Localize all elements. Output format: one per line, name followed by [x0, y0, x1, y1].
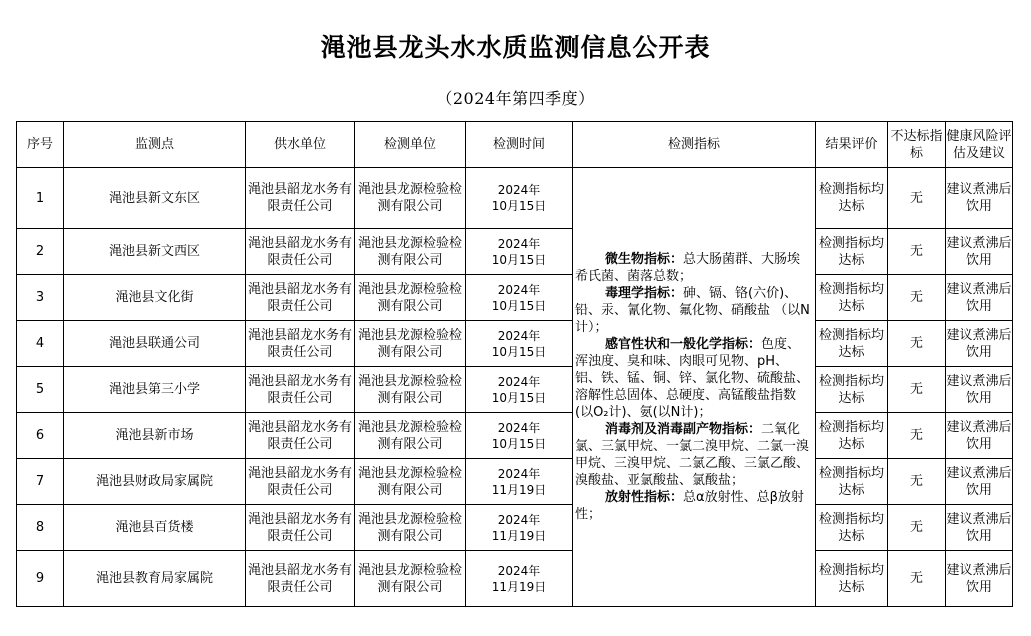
indicator-group-heading: 消毒剂及消毒副产物指标：: [605, 422, 762, 437]
test-date-cell: [466, 367, 573, 413]
advice-cell: 建议煮沸后饮用: [946, 551, 1013, 607]
result-cell: 检测指标均达标: [816, 275, 888, 321]
result-cell: 检测指标均达标: [816, 321, 888, 367]
indicators-cell: [573, 168, 816, 607]
test-date-year: 2024年: [497, 328, 541, 343]
monitoring-point-cell: 渑池县教育局家属院: [64, 551, 246, 607]
test-date-day: 11月19日: [491, 579, 547, 594]
header-time: 检测时间: [466, 122, 573, 168]
header-row: [17, 122, 1013, 168]
indicator-group-text: 砷、镉、铬(六价)、铅、汞、氰化物、氟化物、硝酸盐 （以N计）；: [575, 286, 810, 335]
monitoring-point-cell: 渑池县文化街: [64, 275, 246, 321]
table-row: [17, 168, 1013, 229]
header-result: 结果评价: [816, 122, 888, 168]
seq-cell: 3: [17, 275, 64, 321]
table-row: [17, 505, 1013, 551]
monitoring-table: [16, 121, 1013, 607]
header-advice: 健康风险评估及建议: [946, 122, 1013, 168]
seq-cell: 6: [17, 413, 64, 459]
indicator-group-text: 二氧化氯、三氯甲烷、一氯二溴甲烷、二氯一溴甲烷、三溴甲烷、二氯乙酸、三氯乙酸、溴酸盐、亚氯酸盐、氯酸盐；: [575, 422, 810, 488]
table-row: [17, 229, 1013, 275]
test-date-year: 2024年: [497, 563, 541, 578]
indicator-group-heading: 放射性指标：: [605, 490, 684, 505]
unqualified-cell: 无: [888, 275, 946, 321]
tester-cell: 渑池县龙源检验检测有限公司: [355, 551, 466, 607]
indicator-group-text: 总大肠菌群、大肠埃希氏菌、菌落总数；: [575, 252, 801, 284]
advice-cell: 建议煮沸后饮用: [946, 367, 1013, 413]
table-row: [17, 321, 1013, 367]
advice-cell: 建议煮沸后饮用: [946, 229, 1013, 275]
supplier-cell: 渑池县韶龙水务有限责任公司: [246, 168, 355, 229]
seq-cell: 9: [17, 551, 64, 607]
test-date-cell: [466, 229, 573, 275]
test-date-cell: [466, 321, 573, 367]
tester-cell: 渑池县龙源检验检测有限公司: [355, 168, 466, 229]
header-supplier: 供水单位: [246, 122, 355, 168]
test-date-day: 11月19日: [491, 482, 547, 497]
supplier-cell: 渑池县韶龙水务有限责任公司: [246, 229, 355, 275]
test-date-day: 10月15日: [491, 344, 547, 359]
result-cell: 检测指标均达标: [816, 367, 888, 413]
unqualified-cell: 无: [888, 229, 946, 275]
advice-cell: 建议煮沸后饮用: [946, 275, 1013, 321]
result-cell: 检测指标均达标: [816, 551, 888, 607]
test-date-cell: [466, 413, 573, 459]
indicator-group-heading: 微生物指标：: [605, 252, 684, 267]
supplier-cell: 渑池县韶龙水务有限责任公司: [246, 367, 355, 413]
table-row: [17, 367, 1013, 413]
header-seq: 序号: [17, 122, 64, 168]
header-unqualified: 不达标指标: [888, 122, 946, 168]
tester-cell: 渑池县龙源检验检测有限公司: [355, 367, 466, 413]
unqualified-cell: 无: [888, 551, 946, 607]
test-date-day: 10月15日: [491, 252, 547, 267]
tester-cell: 渑池县龙源检验检测有限公司: [355, 459, 466, 505]
test-date-cell: [466, 275, 573, 321]
tester-cell: 渑池县龙源检验检测有限公司: [355, 229, 466, 275]
table-row: [17, 551, 1013, 607]
seq-cell: 2: [17, 229, 64, 275]
header-tester: 检测单位: [355, 122, 466, 168]
monitoring-point-cell: 渑池县新文东区: [64, 168, 246, 229]
result-cell: 检测指标均达标: [816, 505, 888, 551]
test-date-cell: [466, 459, 573, 505]
test-date-day: 10月15日: [491, 298, 547, 313]
unqualified-cell: 无: [888, 459, 946, 505]
monitoring-point-cell: 渑池县新市场: [64, 413, 246, 459]
test-date-year: 2024年: [497, 236, 541, 251]
monitoring-point-cell: 渑池县新文西区: [64, 229, 246, 275]
result-cell: 检测指标均达标: [816, 459, 888, 505]
table-row: [17, 413, 1013, 459]
seq-cell: 7: [17, 459, 64, 505]
indicator-group-micro: [575, 251, 813, 285]
advice-cell: 建议煮沸后饮用: [946, 321, 1013, 367]
tester-cell: 渑池县龙源检验检测有限公司: [355, 321, 466, 367]
header-point: 监测点: [64, 122, 246, 168]
seq-cell: 1: [17, 168, 64, 229]
supplier-cell: 渑池县韶龙水务有限责任公司: [246, 505, 355, 551]
test-date-cell: [466, 551, 573, 607]
unqualified-cell: 无: [888, 367, 946, 413]
result-cell: 检测指标均达标: [816, 168, 888, 229]
indicator-group-heading: 感官性状和一般化学指标：: [605, 337, 762, 352]
test-date-day: 10月15日: [491, 199, 547, 213]
header-indicators: 检测指标: [573, 122, 816, 168]
result-cell: 检测指标均达标: [816, 413, 888, 459]
indicator-group-disinf: [575, 421, 813, 489]
tester-cell: 渑池县龙源检验检测有限公司: [355, 413, 466, 459]
indicator-group-tox: [575, 285, 813, 336]
page-subtitle: （2024年第四季度）: [436, 89, 595, 108]
indicator-group-text: 色度、浑浊度、臭和味、肉眼可见物、pH、铝、铁、锰、铜、锌、氯化物、硫酸盐、溶解性总固体、总硬度、高锰酸盐指数(以O₂计)、氨(以N计)；: [575, 337, 810, 420]
test-date-year: 2024年: [497, 374, 541, 389]
test-date-day: 11月19日: [491, 528, 547, 543]
supplier-cell: 渑池县韶龙水务有限责任公司: [246, 321, 355, 367]
page-title: 渑池县龙头水水质监测信息公开表: [320, 33, 711, 62]
advice-cell: 建议煮沸后饮用: [946, 459, 1013, 505]
unqualified-cell: 无: [888, 321, 946, 367]
tester-cell: 渑池县龙源检验检测有限公司: [355, 275, 466, 321]
result-cell: 检测指标均达标: [816, 229, 888, 275]
indicator-group-heading: 毒理学指标：: [605, 286, 684, 301]
indicator-group-radio: [575, 489, 813, 523]
test-date-year: 2024年: [497, 183, 541, 197]
supplier-cell: 渑池县韶龙水务有限责任公司: [246, 459, 355, 505]
advice-cell: 建议煮沸后饮用: [946, 168, 1013, 229]
tester-cell: 渑池县龙源检验检测有限公司: [355, 505, 466, 551]
unqualified-cell: 无: [888, 505, 946, 551]
unqualified-cell: 无: [888, 413, 946, 459]
test-date-cell: [466, 505, 573, 551]
test-date-cell: [466, 168, 573, 229]
test-date-day: 10月15日: [491, 436, 547, 451]
test-date-day: 10月15日: [491, 390, 547, 405]
advice-cell: 建议煮沸后饮用: [946, 413, 1013, 459]
monitoring-point-cell: 渑池县财政局家属院: [64, 459, 246, 505]
monitoring-point-cell: 渑池县联通公司: [64, 321, 246, 367]
supplier-cell: 渑池县韶龙水务有限责任公司: [246, 275, 355, 321]
monitoring-point-cell: 渑池县百货楼: [64, 505, 246, 551]
supplier-cell: 渑池县韶龙水务有限责任公司: [246, 551, 355, 607]
indicator-group-sense: [575, 336, 813, 421]
advice-cell: 建议煮沸后饮用: [946, 505, 1013, 551]
supplier-cell: 渑池县韶龙水务有限责任公司: [246, 413, 355, 459]
indicator-group-text: 总α放射性、总β放射性；: [575, 490, 804, 522]
test-date-year: 2024年: [497, 420, 541, 435]
test-date-year: 2024年: [497, 512, 541, 527]
table-row: [17, 275, 1013, 321]
table-row: [17, 459, 1013, 505]
monitoring-point-cell: 渑池县第三小学: [64, 367, 246, 413]
seq-cell: 4: [17, 321, 64, 367]
test-date-year: 2024年: [497, 466, 541, 481]
unqualified-cell: 无: [888, 168, 946, 229]
seq-cell: 8: [17, 505, 64, 551]
seq-cell: 5: [17, 367, 64, 413]
test-date-year: 2024年: [497, 282, 541, 297]
